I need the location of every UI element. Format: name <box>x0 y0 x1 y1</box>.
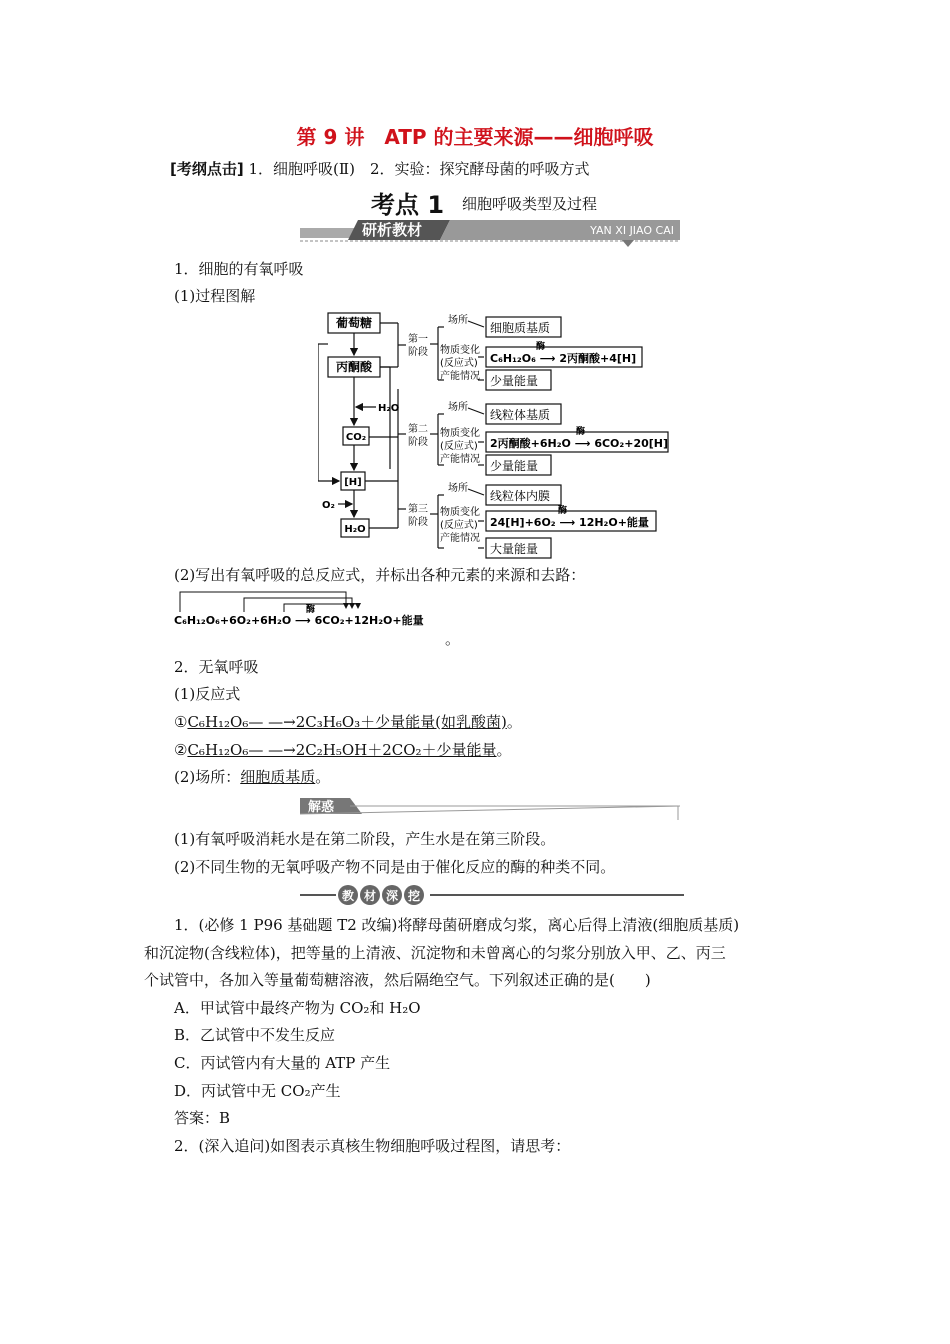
s1-energy: 少量能量 <box>490 374 539 388</box>
jiehuo-p1: (1)有氧呼吸消耗水是在第二阶段，产生水是在第三阶段。 <box>174 830 556 848</box>
total-equation <box>174 588 464 642</box>
s2-heading: 2．无氧呼吸 <box>174 658 259 676</box>
page-title: 第 9 讲 ATP 的主要来源——细胞呼吸 <box>296 125 654 149</box>
s3-place-label: 场所 <box>448 483 468 494</box>
s3-change-label: 物质变化 <box>440 507 480 518</box>
kaogang-tag: [考纲点击] <box>170 160 244 178</box>
wajue-char-3: 挖 <box>407 889 421 903</box>
node-o2: O₂ <box>322 500 335 511</box>
s2-energy-label: 产能情况 <box>440 454 480 465</box>
s1-place-label: 场所 <box>448 315 468 326</box>
s3-enzyme: 酶 <box>558 506 568 516</box>
stage3-label: 第三阶段 <box>408 504 428 528</box>
s2-change-label: 物质变化 <box>440 428 480 439</box>
banner-left: 研析教材 <box>362 221 423 239</box>
jiehuo-p2: (2)不同生物的无氧呼吸产物不同是由于催化反应的酶的种类不同。 <box>174 858 616 876</box>
stage2-label: 第二阶段 <box>408 424 428 448</box>
wajue-char-0: 教 <box>341 889 355 903</box>
node-h2o-out: H₂O <box>344 524 366 535</box>
anaerobic-eq1: ①C₆H₁₂O₆— —→2C₃H₆O₃＋少量能量(如乳酸菌)。 <box>174 713 522 731</box>
q1-line2: 和沉淀物(含线粒体)，把等量的上清液、沉淀物和未曾离心的匀浆分别放入甲、乙、丙三 <box>144 944 726 962</box>
kaogang-line <box>170 158 590 179</box>
s1-eq-label: (反应式) <box>440 358 478 369</box>
q2-line1: 2．(深入追问)如图表示真核生物细胞呼吸过程图，请思考： <box>174 1137 571 1155</box>
s1-enzyme: 酶 <box>536 342 546 352</box>
total-equation-text: C₆H₁₂O₆+6O₂+6H₂O ⟶ 6CO₂+12H₂O+能量 <box>174 614 424 627</box>
anaerobic-eq2: ②C₆H₁₂O₆— —→2C₂H₅OH＋2CO₂＋少量能量。 <box>174 741 512 759</box>
q1-line3: 个试管中，各加入等量葡萄糖溶液，然后隔绝空气。下列叙述正确的是( ) <box>144 971 651 989</box>
aerobic-process-diagram <box>318 309 678 563</box>
s1-sub2: (2)写出有氧呼吸的总反应式，并标出各种元素的来源和去路： <box>174 566 586 584</box>
banner-right: YAN XI JIAO CAI <box>590 224 674 237</box>
s3-eq-label: (反应式) <box>440 520 478 531</box>
anaerobic-place: (2)场所：细胞质基质。 <box>174 768 331 786</box>
s3-equation: 24[H]+6O₂ ⟶ 12H₂O+能量 <box>490 516 649 529</box>
s2-energy: 少量能量 <box>490 459 539 473</box>
s3-energy-label: 产能情况 <box>440 533 480 544</box>
q1-option-a: A．甲试管中最终产物为 CO₂和 H₂O <box>174 999 421 1017</box>
total-eq-period: 。 <box>445 630 461 648</box>
s1-place: 细胞质基质 <box>490 321 551 335</box>
s2-place-label: 场所 <box>448 402 468 413</box>
s2-sub1: (1)反应式 <box>174 685 241 703</box>
kaodian-subtitle: 细胞呼吸类型及过程 <box>462 195 598 213</box>
q1-answer: 答案：B <box>174 1109 231 1127</box>
s2-eq-label: (反应式) <box>440 441 478 452</box>
wajue-divider <box>300 883 684 911</box>
s3-energy: 大量能量 <box>490 542 539 556</box>
q1-option-d: D．丙试管中无 CO₂产生 <box>174 1082 341 1100</box>
node-pyruvate: 丙酮酸 <box>335 360 373 374</box>
s2-place: 线粒体基质 <box>490 408 551 422</box>
node-glucose: 葡萄糖 <box>335 316 373 330</box>
s3-place: 线粒体内膜 <box>490 489 551 503</box>
stage1-label: 第一阶段 <box>408 334 428 358</box>
kaogang-text: 1．细胞呼吸(Ⅱ) 2．实验：探究酵母菌的呼吸方式 <box>248 160 590 178</box>
node-h2o-in: H₂O <box>378 403 400 414</box>
q1-option-b: B．乙试管中不发生反应 <box>174 1026 336 1044</box>
section-banner <box>300 220 680 242</box>
wajue-char-2: 深 <box>385 889 399 903</box>
jiehuo-tag-bar <box>300 796 684 826</box>
s2-equation: 2丙酮酸+6H₂O ⟶ 6CO₂+20[H] <box>490 437 669 450</box>
jiehuo-tag: 解惑 <box>308 800 335 815</box>
node-h: [H] <box>344 477 362 488</box>
kaodian-number: 考点 1 <box>371 191 445 219</box>
total-enzyme: 酶 <box>306 605 316 615</box>
wajue-char-1: 材 <box>363 889 377 903</box>
q1-line1: 1．(必修 1 P96 基础题 T2 改编)将酵母菌研磨成匀浆，离心后得上清液(细胞质基质) <box>174 916 740 934</box>
s2-enzyme: 酶 <box>576 427 586 437</box>
s1-heading: 1．细胞的有氧呼吸 <box>174 260 304 278</box>
s1-energy-label: 产能情况 <box>440 371 480 382</box>
s1-sub1: (1)过程图解 <box>174 287 256 305</box>
node-co2: CO₂ <box>345 432 367 443</box>
q1-option-c: C．丙试管内有大量的 ATP 产生 <box>174 1054 391 1072</box>
s1-change-label: 物质变化 <box>440 345 480 356</box>
s1-equation: C₆H₁₂O₆ ⟶ 2丙酮酸+4[H] <box>490 352 637 365</box>
